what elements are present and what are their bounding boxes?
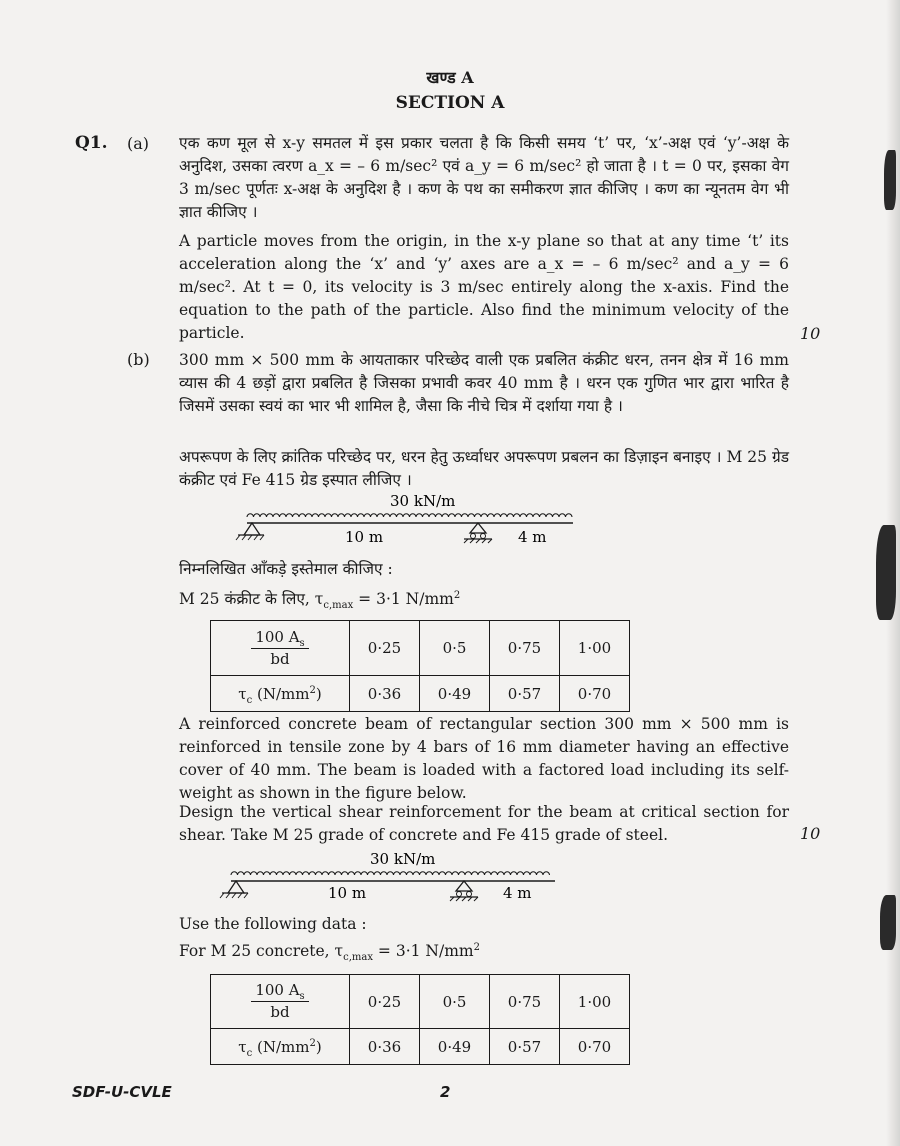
table-cell: 1·00 xyxy=(560,621,630,676)
part-b-english-para2: Design the vertical shear reinforcement for the beam at critical section for shear. Take M 25 grade of concrete and Fe 415 grade of steel. xyxy=(179,803,789,844)
tau-superscript: 2 xyxy=(453,589,461,601)
span-main-label: 10 m xyxy=(345,528,384,546)
part-b-hindi-para2: अपरूपण के लिए क्रांतिक परिच्छेद पर, धरन हेतु ऊर्ध्वाधर अपरूपण प्रबलन का डिज़ाइन बनाइए । M 25 ग्रेड कंक्रीट एवं Fe 415 ग्रेड इस्पात लीजिए । xyxy=(179,448,789,489)
fraction-denominator: bd xyxy=(270,649,290,668)
table-header-cell xyxy=(211,621,350,676)
table-cell: 0·57 xyxy=(490,676,560,712)
part-a-label: (a) xyxy=(127,134,150,153)
pin-support-icon xyxy=(220,881,248,898)
span-overhang-label: 4 m xyxy=(503,884,532,902)
beam-diagram-english xyxy=(218,846,578,908)
paper-code: SDF-U-CVLE xyxy=(72,1083,172,1101)
tau-c-sub: c xyxy=(246,694,253,706)
table-row xyxy=(211,621,630,676)
table-cell: 0·70 xyxy=(560,1029,630,1065)
table-cell: 1·00 xyxy=(560,975,630,1029)
table-row xyxy=(211,676,630,712)
part-b-english-data-intro: Use the following data : xyxy=(179,915,367,933)
fraction-numerator xyxy=(251,982,308,1002)
page-number: 2 xyxy=(440,1083,451,1101)
part-b-hindi-para1: 300 mm × 500 mm के आयताकार परिच्छेद वाली एक प्रबलित कंक्रीट धरन, तनन क्षेत्र में 16 mm व्यास की 4 छड़ों द्वारा प्रबलित है जिसका प्रभावी कवर 40 mm है । धरन एक गुणित भार द्वारा भारित है जिसमें उसका स्वयं का भार भी शामिल है, जैसा कि नीचे चित्र में दर्शाया गया है । xyxy=(179,351,789,415)
table-cell: 0·49 xyxy=(420,676,490,712)
load-label: 30 kN/m xyxy=(390,492,456,510)
fraction-denominator: bd xyxy=(270,1003,290,1021)
shear-strength-table-english xyxy=(210,974,630,1065)
tau-unit: (N/mm xyxy=(252,1037,310,1056)
part-b-hindi-data-intro: निम्नलिखित आँकड़े इस्तेमाल कीजिए : xyxy=(179,560,393,578)
part-b-english-para1: A reinforced concrete beam of rectangular section 300 mm × 500 mm is reinforced in tensile zone by 4 bars of 16 mm diameter having an effective cover of 40 mm. The beam is loaded with a factored load including its self-weight as shown in the figure below. xyxy=(179,715,789,802)
numerator-sub: s xyxy=(299,991,305,1002)
table-row xyxy=(211,1029,630,1065)
tau-unit-sup: 2 xyxy=(309,1037,316,1049)
part-b-marks: 10 xyxy=(800,824,821,843)
fraction-numerator xyxy=(251,629,308,649)
table-cell: 0·5 xyxy=(420,975,490,1029)
tau-symbol: τ xyxy=(238,1037,247,1056)
question-number: Q1. xyxy=(75,133,108,153)
beam-diagram-hindi xyxy=(230,490,590,552)
distributed-load-arcs xyxy=(231,872,550,875)
tau-unit-close: ) xyxy=(315,684,322,703)
tau-c-sub: c xyxy=(246,1047,253,1059)
tau-value: = 3·1 N/mm xyxy=(353,590,454,608)
section-title-english: SECTION A xyxy=(395,93,505,113)
tau-superscript: 2 xyxy=(473,941,480,953)
table-cell: 0·75 xyxy=(490,975,560,1029)
numerator-text: 100 A xyxy=(255,981,300,999)
part-b-hindi-tau-line xyxy=(179,588,789,611)
tau-unit: (N/mm xyxy=(252,684,310,703)
percentage-steel-fraction xyxy=(251,982,308,1021)
part-a-english-text: A particle moves from the origin, in the x-y plane so that at any time ‘t’ its acceleration along the ‘x’ and ‘y’ axes are a_x = – 6 m/sec² and a_y = 6 m/sec². At t = 0, its velocity is 3 m/sec entirely along the x-axis. Find the equation to the path of the particle. Also find the minimum velocity of the particle. xyxy=(179,232,789,342)
part-b-english-tau-line xyxy=(179,940,789,963)
load-label: 30 kN/m xyxy=(370,850,436,868)
tau-symbol: τ xyxy=(238,684,247,703)
tau-value: = 3·1 N/mm xyxy=(373,942,474,960)
span-main-label: 10 m xyxy=(328,884,367,902)
tau-unit-close: ) xyxy=(315,1037,322,1056)
roller-support-icon xyxy=(450,881,478,901)
tau-subscript: c,max xyxy=(323,600,354,612)
table-header-cell xyxy=(211,975,350,1029)
table-cell: 0·36 xyxy=(350,1029,420,1065)
tau-subscript: c,max xyxy=(343,952,373,964)
scan-smudge xyxy=(884,150,896,210)
scan-smudge xyxy=(876,525,896,620)
table-cell: 0·25 xyxy=(350,621,420,676)
table-cell: 0·36 xyxy=(350,676,420,712)
scan-smudge xyxy=(880,895,896,950)
numerator-text: 100 A xyxy=(255,627,300,646)
table-header-cell xyxy=(211,1029,350,1065)
table-cell: 0·25 xyxy=(350,975,420,1029)
table-cell: 0·75 xyxy=(490,621,560,676)
hindi-tau-prefix: M 25 कंक्रीट के लिए, τ xyxy=(179,590,324,608)
table-cell: 0·5 xyxy=(420,621,490,676)
distributed-load-arcs xyxy=(247,514,572,517)
percentage-steel-fraction xyxy=(251,629,308,668)
part-a-marks: 10 xyxy=(800,324,821,343)
roller-support-icon xyxy=(464,523,492,543)
english-tau-prefix: For M 25 concrete, τ xyxy=(179,942,344,960)
part-b-label: (b) xyxy=(127,350,150,369)
table-row xyxy=(211,975,630,1029)
tau-unit-sup: 2 xyxy=(309,684,316,696)
table-cell: 0·57 xyxy=(490,1029,560,1065)
numerator-sub: s xyxy=(299,637,305,649)
pin-support-icon xyxy=(236,523,264,540)
part-a-hindi-text xyxy=(179,132,789,224)
shear-strength-table-hindi xyxy=(210,620,630,712)
table-cell: 0·49 xyxy=(420,1029,490,1065)
part-a-hindi-text-body: एक कण मूल से x-y समतल में इस प्रकार चलता है कि किसी समय ‘t’ पर, ‘x’-अक्ष एवं ‘y’-अक्ष के अनुदिश, उसका त्वरण a_x = – 6 m/sec² एवं a_y = 6 m/sec² हो जाता है । t = 0 पर, इसका वेग 3 m/sec पूर्णतः x-अक्ष के अनुदिश है । कण के पथ का समीकरण ज्ञात कीजिए । कण का न्यूनतम वेग भी ज्ञात कीजिए । xyxy=(179,134,789,221)
span-overhang-label: 4 m xyxy=(518,528,547,546)
section-title-hindi: खण्ड A xyxy=(426,68,474,87)
table-cell: 0·70 xyxy=(560,676,630,712)
table-header-cell xyxy=(211,676,350,712)
